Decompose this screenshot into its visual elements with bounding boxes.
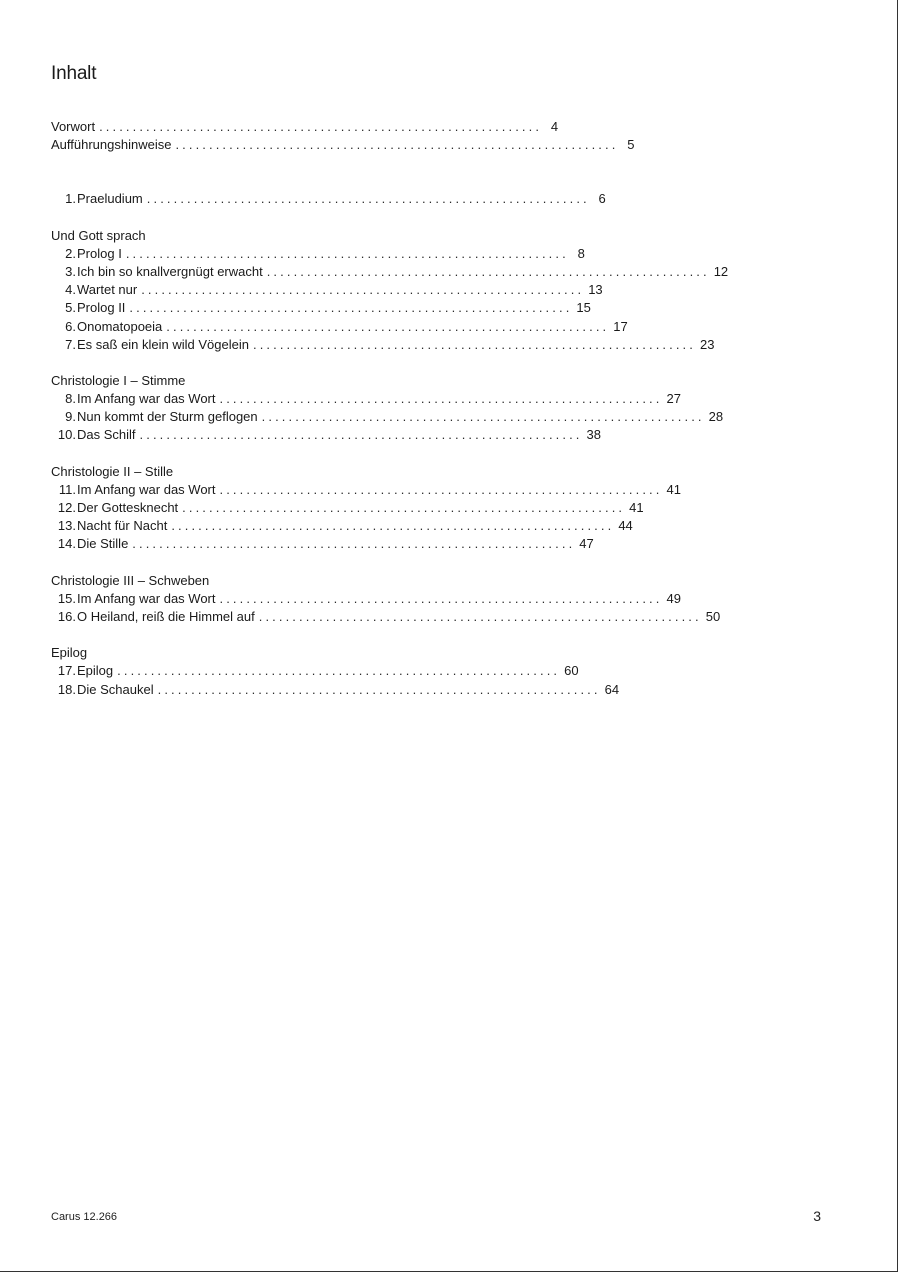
- toc-entry-page: 44: [618, 518, 633, 534]
- toc-entry-title: Im Anfang war das Wort: [77, 481, 216, 497]
- toc-entry-page: 17: [613, 318, 628, 334]
- leader-dots: ..................................................................: [166, 318, 610, 334]
- toc-entry[interactable]: [51, 299, 591, 317]
- toc-entry[interactable]: [51, 408, 724, 426]
- toc-entry-title: Prolog I: [77, 245, 122, 261]
- table-of-contents: [51, 118, 729, 717]
- leader-dots: ..................................................................: [99, 119, 543, 134]
- toc-entry-number: 1.: [65, 191, 76, 207]
- toc-entry-number: 6.: [65, 318, 76, 334]
- leader-dots: ..................................................................: [117, 663, 561, 679]
- toc-intro-group: [51, 118, 635, 154]
- toc-entry-title: Vorwort: [51, 119, 96, 134]
- toc-entry-title: Wartet nur: [77, 282, 138, 298]
- toc-entry-page: 13: [588, 282, 603, 298]
- toc-entry-page: 23: [699, 336, 715, 352]
- toc-entry[interactable]: [51, 517, 633, 535]
- toc-entry-page: 49: [666, 590, 681, 606]
- toc-entry[interactable]: [51, 608, 721, 626]
- toc-entry-number: 2.: [65, 245, 76, 261]
- toc-entry[interactable]: [51, 263, 729, 281]
- publisher-reference: Carus 12.266: [51, 1211, 118, 1223]
- toc-entry-title: Ich bin so knallvergnügt erwacht: [77, 263, 263, 279]
- leader-dots: ..................................................................: [139, 427, 583, 443]
- toc-section-heading: Und Gott sprach: [51, 227, 146, 243]
- toc-entry-page: 38: [586, 427, 601, 443]
- toc-entry-number: 15.: [57, 590, 76, 606]
- toc-entry-number: 8.: [65, 391, 76, 407]
- toc-entry-page: 27: [666, 391, 681, 407]
- toc-section: [51, 227, 729, 354]
- toc-entry-title: Die Schaukel: [77, 681, 154, 697]
- toc-entry-title: Nun kommt der Sturm geflogen: [77, 409, 258, 425]
- toc-entry-number: 9.: [65, 409, 76, 425]
- toc-entry[interactable]: [51, 499, 644, 517]
- toc-section-heading: Christologie I – Stimme: [51, 372, 186, 388]
- toc-entry-title: Praeludium: [77, 191, 143, 207]
- toc-entry[interactable]: [51, 318, 628, 336]
- toc-entry[interactable]: [51, 662, 579, 680]
- toc-entry-number: 13.: [57, 518, 76, 534]
- toc-section: [51, 644, 620, 699]
- toc-entry[interactable]: [51, 535, 594, 553]
- leader-dots: ..................................................................: [129, 300, 573, 316]
- leader-dots: ..................................................................: [219, 481, 663, 497]
- toc-entry-page: 50: [705, 608, 721, 624]
- toc-section-heading: Epilog: [51, 645, 88, 661]
- leader-dots: ..................................................................: [266, 263, 710, 279]
- toc-entry-number: 7.: [65, 336, 76, 352]
- toc-entry-title: Im Anfang war das Wort: [77, 590, 216, 606]
- toc-entry-title: Prolog II: [77, 300, 126, 316]
- toc-entry-number: 10.: [57, 427, 76, 443]
- toc-prelude-group: [51, 190, 606, 208]
- toc-entry-title: Epilog: [77, 663, 114, 679]
- toc-entry-page: 8: [577, 245, 585, 261]
- toc-entry-number: 5.: [65, 300, 76, 316]
- toc-section: [51, 572, 721, 627]
- toc-section: [51, 372, 724, 445]
- toc-entry-number: 16.: [57, 608, 76, 624]
- page-title: Inhalt: [51, 63, 97, 84]
- toc-entry[interactable]: [51, 590, 681, 608]
- toc-entry-page: 12: [713, 263, 729, 279]
- toc-entry[interactable]: [51, 245, 585, 263]
- toc-entry[interactable]: [51, 190, 606, 208]
- leader-dots: ..................................................................: [141, 282, 585, 298]
- toc-entry-number: 12.: [57, 500, 76, 515]
- toc-entry-page: 60: [564, 663, 579, 679]
- toc-section-heading: Christologie II – Stille: [51, 463, 174, 479]
- toc-section: [51, 463, 681, 554]
- toc-entry-page: 41: [666, 481, 681, 497]
- toc-entry-title: Onomatopoeia: [77, 318, 163, 334]
- toc-entry-page: 64: [604, 681, 620, 697]
- toc-entry-page: 47: [579, 536, 594, 552]
- leader-dots: ..................................................................: [261, 409, 705, 425]
- toc-entry-number: 4.: [65, 282, 76, 298]
- leader-dots: ..................................................................: [219, 590, 663, 606]
- toc-entry-number: 14.: [57, 536, 76, 552]
- toc-section-heading: Christologie III – Schweben: [51, 572, 210, 588]
- leader-dots: ..................................................................: [182, 500, 626, 515]
- leader-dots: ..................................................................: [146, 191, 590, 207]
- toc-entry-title: Aufführungshinweise: [51, 137, 172, 153]
- page-number: 3: [813, 1208, 821, 1224]
- toc-entry[interactable]: [51, 426, 601, 444]
- toc-entry-number: 17.: [57, 663, 76, 679]
- toc-entry[interactable]: [51, 390, 681, 408]
- toc-entry-title: Der Gottesknecht: [77, 500, 179, 515]
- leader-dots: ..................................................................: [175, 137, 619, 153]
- toc-entry-title: Das Schilf: [77, 427, 136, 443]
- toc-entry-page: 41: [629, 500, 644, 515]
- toc-entry-page: 28: [708, 409, 724, 425]
- toc-entry[interactable]: [51, 118, 559, 136]
- toc-entry-page: 15: [576, 300, 591, 316]
- toc-entry-title: Im Anfang war das Wort: [77, 391, 216, 407]
- toc-entry-title: Nacht für Nacht: [77, 518, 168, 534]
- toc-entry-title: Es saß ein klein wild Vögelein: [77, 336, 249, 352]
- toc-entry[interactable]: [51, 336, 715, 354]
- leader-dots: ..................................................................: [125, 245, 569, 261]
- toc-entry[interactable]: [51, 681, 620, 699]
- toc-entry-page: 5: [627, 137, 635, 153]
- toc-entry-title: O Heiland, reiß die Himmel auf: [77, 608, 255, 624]
- toc-entry-number: 11.: [58, 481, 76, 497]
- leader-dots: ..................................................................: [258, 608, 702, 624]
- toc-entry-page: 4: [550, 119, 559, 134]
- leader-dots: ..................................................................: [219, 391, 663, 407]
- toc-entry[interactable]: [51, 481, 681, 499]
- leader-dots: ..................................................................: [157, 681, 601, 697]
- toc-entry-number: 18.: [57, 681, 76, 697]
- toc-entry[interactable]: [51, 281, 603, 299]
- leader-dots: ..................................................................: [171, 518, 615, 534]
- toc-entry-page: 6: [598, 191, 606, 207]
- toc-entry[interactable]: [51, 136, 635, 154]
- toc-entry-number: 3.: [65, 263, 76, 279]
- leader-dots: ..................................................................: [132, 536, 576, 552]
- toc-entry-title: Die Stille: [77, 536, 129, 552]
- leader-dots: ..................................................................: [252, 336, 696, 352]
